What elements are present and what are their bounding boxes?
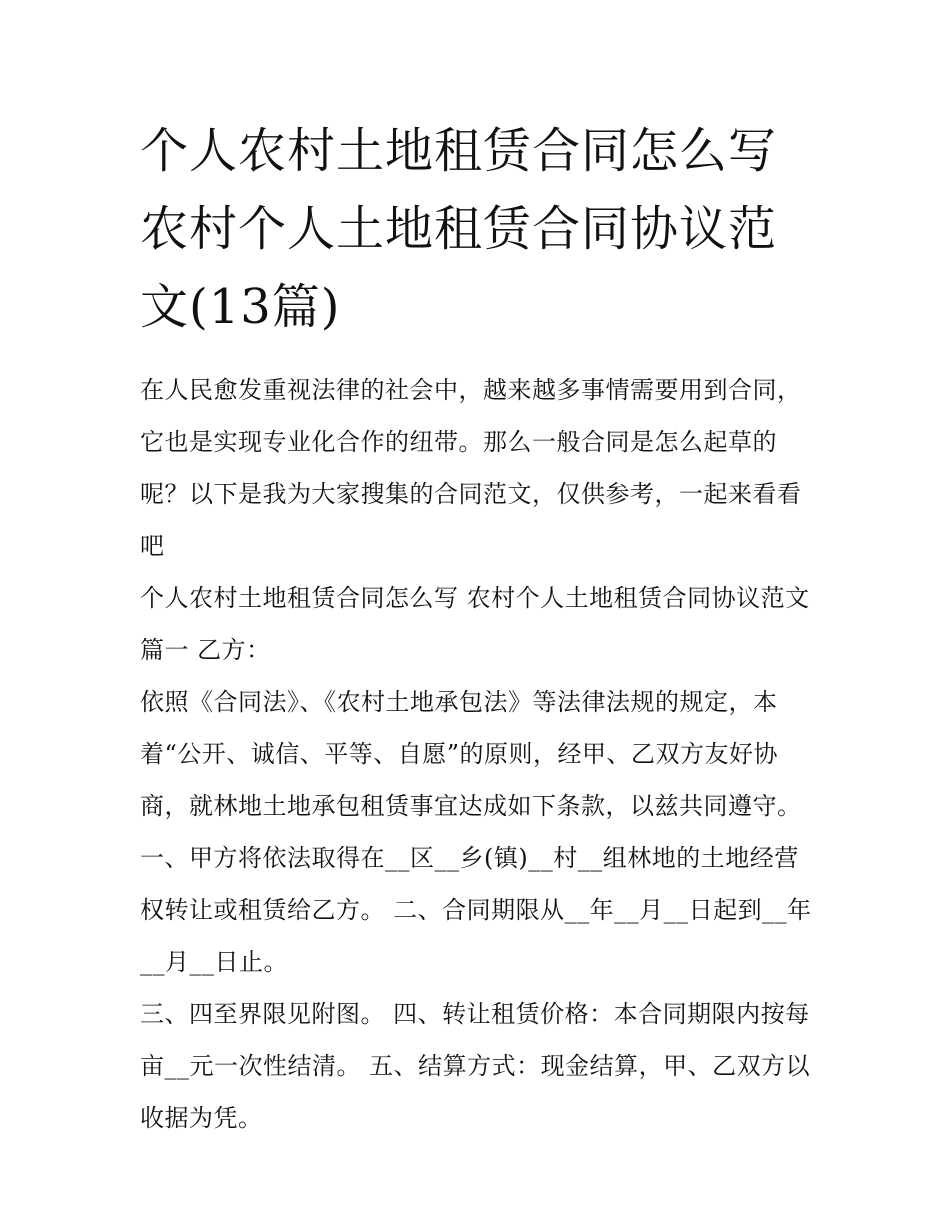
document-page bbox=[140, 112, 820, 1144]
paragraph-legal-basis: 依照《合同法》、《农村土地承包法》等法律法规的规定，本着“公开、诚信、平等、自愿”的原则，经甲、乙双方友好协商，就林地土地承包租赁事宜达成如下条款，以兹共同遵守。 bbox=[140, 688, 802, 820]
document-title: 个人农村土地租赁合同怎么写 农村个人土地租赁合同协议范文(13篇) bbox=[140, 123, 778, 335]
paragraph-section-heading: 个人农村土地租赁合同怎么写 农村个人土地租赁合同协议范文篇一 乙方： bbox=[140, 584, 810, 664]
paragraph-intro: 在人民愈发重视法律的社会中，越来越多事情需要用到合同，它也是实现专业化合作的纽带。那么一般合同是怎么起草的呢？以下是我为大家搜集的合同范文，仅供参考，一起来看看吧 bbox=[140, 376, 802, 560]
paragraph-clauses-3-5: 三、四至界限见附图。 四、转让租赁价格：本合同期限内按每亩__元一次性结清。 五、结算方式：现金结算，甲、乙双方以收据为凭。 bbox=[140, 1000, 811, 1132]
paragraph-clauses-1-2: 一、甲方将依法取得在__区__乡(镇)__村__组林地的土地经营权转让或租赁给乙方。 二、合同期限从__年__月__日起到__年__月__日止。 bbox=[140, 844, 812, 976]
